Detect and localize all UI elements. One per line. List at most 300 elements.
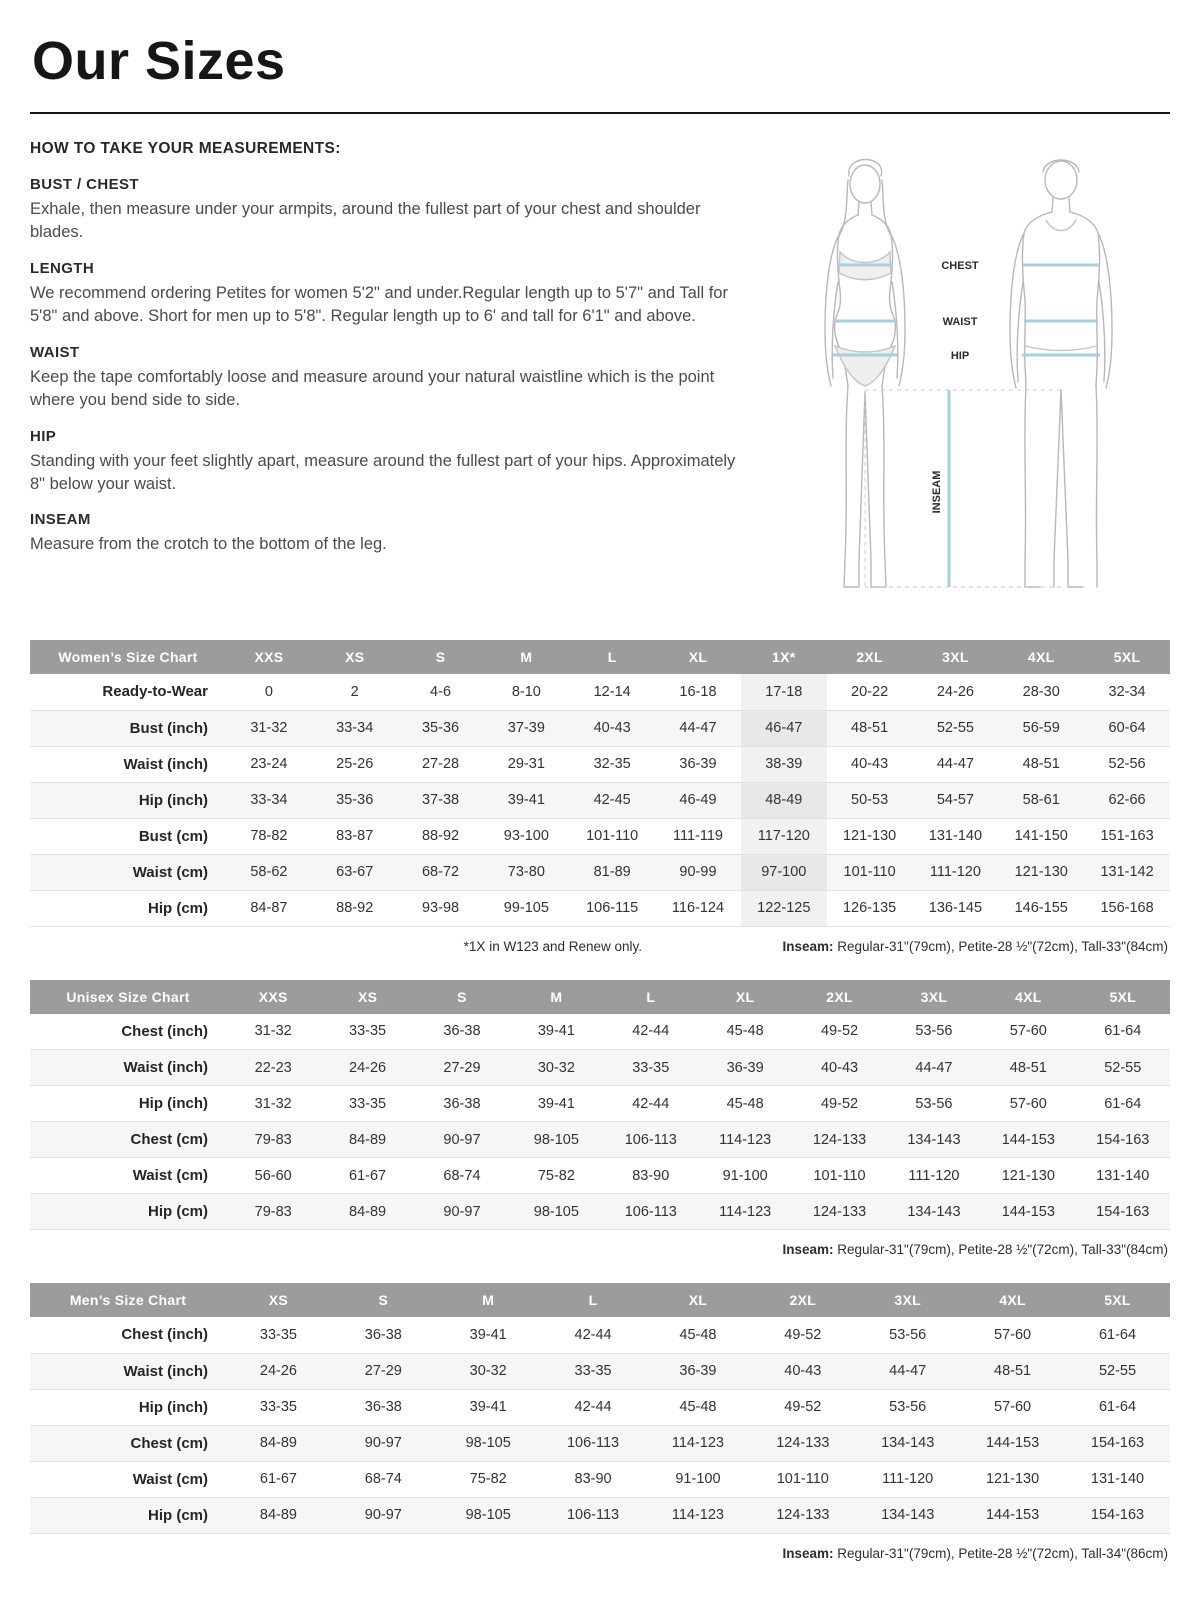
- size-cell: 36-38: [364, 1326, 402, 1343]
- size-column-header: XXS: [226, 640, 312, 674]
- size-cell: 2: [350, 683, 359, 700]
- size-cell: 52-55: [936, 720, 974, 736]
- womens-chart-footnote: [32, 939, 1168, 954]
- size-column-header: L: [604, 980, 698, 1014]
- size-cell: 40-43: [593, 720, 631, 736]
- size-cell: 88-92: [421, 828, 460, 844]
- size-cell: 31-32: [250, 720, 288, 736]
- size-cell: 61-64: [1098, 1399, 1137, 1415]
- size-cell: 33-34: [250, 792, 288, 808]
- size-column-header: M: [509, 980, 603, 1014]
- row-label: Ready-to-Wear: [102, 683, 208, 701]
- unisex-size-chart-table: [30, 980, 1170, 1231]
- size-cell: 24-26: [349, 1059, 387, 1076]
- size-cell: 53-56: [915, 1023, 953, 1040]
- size-cell: 44-47: [915, 1059, 953, 1076]
- size-cell: 98-105: [465, 1435, 511, 1451]
- size-cell: 121-130: [985, 1471, 1040, 1487]
- size-cell: 56-59: [1022, 720, 1060, 736]
- size-cell: 28-30: [1022, 683, 1060, 700]
- size-column-header: S: [415, 980, 509, 1014]
- size-column-header: L: [569, 640, 655, 674]
- size-cell: 61-67: [259, 1471, 297, 1487]
- size-cell: 29-31: [507, 756, 545, 772]
- size-cell: 31-32: [254, 1095, 292, 1112]
- table-row: [30, 1497, 1170, 1533]
- size-column-header: L: [541, 1283, 646, 1317]
- size-column-header: 3XL: [887, 980, 981, 1014]
- size-cell: 27-29: [443, 1059, 481, 1076]
- size-cell: 49-52: [784, 1399, 822, 1415]
- size-column-header: 2XL: [792, 980, 886, 1014]
- instruction-title: INSEAM: [30, 511, 91, 529]
- size-cell: 101-110: [843, 864, 896, 880]
- mens-chart-footnote: [32, 1546, 1168, 1561]
- size-cell: 37-39: [507, 720, 545, 736]
- size-cell: 36-38: [443, 1095, 481, 1112]
- size-cell: 46-49: [679, 792, 717, 808]
- instruction-title: HIP: [30, 427, 57, 445]
- size-cell: 75-82: [537, 1167, 575, 1184]
- size-cell: 60-64: [1108, 720, 1146, 736]
- size-cell: 39-41: [469, 1326, 507, 1343]
- size-cell: 56-60: [254, 1167, 292, 1184]
- measurement-instructions: [30, 140, 760, 572]
- size-cell: 57-60: [1009, 1095, 1047, 1112]
- size-column-header: 4XL: [998, 640, 1084, 674]
- table-row: [30, 1194, 1170, 1230]
- size-cell: 57-60: [994, 1399, 1032, 1415]
- unisex-chart-footnote: [32, 1242, 1168, 1257]
- table-row: [30, 890, 1170, 926]
- size-cell: 40-43: [851, 756, 889, 772]
- size-cell: 4-6: [430, 683, 452, 700]
- size-cell: 32-35: [593, 756, 631, 772]
- size-cell: 124-133: [776, 1435, 830, 1451]
- instruction-body: Exhale, then measure under your armpits, around the fullest part of your chest and shoulder blades.: [30, 200, 701, 242]
- size-cell: 58-61: [1022, 792, 1060, 808]
- size-cell: 49-52: [784, 1326, 822, 1343]
- size-cell: 117-120: [741, 818, 827, 854]
- size-cell: 106-113: [566, 1435, 620, 1451]
- size-cell: 39-41: [469, 1399, 507, 1415]
- size-cell: 36-38: [443, 1023, 481, 1040]
- size-cell: 97-100: [741, 854, 827, 890]
- measurement-diagram: [760, 140, 1170, 614]
- size-cell: 111-120: [882, 1471, 934, 1487]
- size-cell: 61-64: [1104, 1023, 1142, 1040]
- size-cell: 90-97: [443, 1203, 481, 1220]
- size-cell: 42-44: [574, 1399, 612, 1415]
- size-cell: 154-163: [1090, 1507, 1145, 1523]
- inseam-note-text: Regular-31"(79cm), Petite-28 ½"(72cm), Tall-34"(86cm): [833, 1545, 1168, 1561]
- size-column-header: 2XL: [827, 640, 913, 674]
- size-cell: 33-35: [632, 1059, 670, 1076]
- size-cell: 114-123: [719, 1203, 772, 1220]
- size-column-header: XS: [226, 1283, 331, 1317]
- size-cell: 88-92: [336, 900, 374, 916]
- size-cell: 101-110: [813, 1167, 866, 1184]
- size-cell: 57-60: [1009, 1023, 1047, 1040]
- size-cell: 44-47: [889, 1363, 927, 1379]
- instruction-body: Keep the tape comfortably loose and measure around your natural waistline which is the point where you bend side to side.: [30, 367, 715, 410]
- size-cell: 114-123: [671, 1507, 724, 1523]
- size-cell: 33-34: [336, 720, 374, 736]
- mens-size-chart-section: [30, 1283, 1170, 1561]
- size-cell: 121-130: [842, 828, 897, 844]
- size-cell: 111-120: [929, 864, 981, 880]
- table-row: [30, 674, 1170, 710]
- size-cell: 33-35: [574, 1363, 612, 1379]
- row-label: Waist (inch): [123, 1059, 208, 1076]
- size-column-header: 5XL: [1076, 980, 1170, 1014]
- size-cell: 40-43: [820, 1059, 859, 1076]
- size-cell: 84-87: [250, 900, 288, 916]
- woman-figure: [825, 160, 905, 588]
- size-cell: 99-105: [503, 900, 549, 916]
- size-column-header: XS: [320, 980, 414, 1014]
- instruction-title: BUST / CHEST: [30, 176, 139, 193]
- size-cell: 48-51: [1009, 1059, 1047, 1076]
- size-cell: 42-44: [574, 1326, 612, 1343]
- table-title: Unisex Size Chart: [30, 980, 226, 1014]
- size-cell: 141-150: [1014, 828, 1068, 844]
- size-cell: 42-44: [632, 1023, 670, 1040]
- size-column-header: 4XL: [960, 1283, 1065, 1317]
- row-label: Hip (cm): [148, 1203, 208, 1220]
- size-cell: 83-87: [336, 828, 374, 844]
- instruction-waist: [30, 344, 740, 413]
- size-column-header: 3XL: [913, 640, 999, 674]
- table-row: [30, 1461, 1170, 1497]
- man-figure: [1010, 160, 1112, 587]
- size-cell: 45-48: [726, 1023, 764, 1040]
- size-cell: 12-14: [593, 683, 631, 700]
- instruction-bust-chest: [30, 176, 740, 245]
- table-row: [30, 1122, 1170, 1158]
- unisex-size-chart-section: [30, 980, 1170, 1258]
- instruction-body: Measure from the crotch to the bottom of the leg.: [30, 535, 387, 554]
- size-cell: 53-56: [889, 1399, 927, 1415]
- size-cell: 93-98: [421, 900, 460, 916]
- size-column-header: 2XL: [750, 1283, 855, 1317]
- table-header-row: [30, 640, 1170, 674]
- size-column-header: S: [331, 1283, 436, 1317]
- instructions-heading: HOW TO TAKE YOUR MEASUREMENTS:: [30, 140, 341, 157]
- table-row: [30, 782, 1170, 818]
- table-header-row: [30, 980, 1170, 1014]
- size-cell: 36-39: [726, 1059, 764, 1076]
- size-cell: 116-124: [671, 900, 725, 916]
- size-cell: 114-123: [719, 1131, 772, 1148]
- size-cell: 90-97: [364, 1507, 402, 1523]
- size-cell: 25-26: [336, 756, 374, 772]
- size-cell: 23-24: [250, 756, 288, 772]
- size-cell: 78-82: [250, 828, 288, 844]
- size-cell: 98-105: [465, 1507, 511, 1523]
- table-row: [30, 746, 1170, 782]
- size-cell: 121-130: [1014, 864, 1068, 880]
- inseam-guide-dashes: [865, 390, 1061, 587]
- size-column-header: S: [398, 640, 484, 674]
- row-label: Chest (inch): [121, 1022, 208, 1040]
- table-row: [30, 1086, 1170, 1122]
- size-cell: 54-57: [936, 792, 974, 808]
- row-label: Waist (cm): [132, 1167, 208, 1184]
- size-cell: 39-41: [507, 792, 545, 808]
- size-cell: 144-153: [1001, 1131, 1055, 1148]
- size-column-header: M: [483, 640, 569, 674]
- size-cell: 106-113: [624, 1203, 677, 1220]
- row-label: Waist (inch): [123, 755, 208, 773]
- size-cell: 68-74: [364, 1471, 402, 1487]
- size-cell: 111-119: [672, 828, 723, 844]
- size-column-header: 1X*: [741, 640, 827, 674]
- table-row: [30, 854, 1170, 890]
- size-cell: 111-120: [908, 1167, 960, 1184]
- table-row: [30, 1158, 1170, 1194]
- footnote-inseam-note: [782, 1546, 1168, 1561]
- size-cell: 61-64: [1098, 1326, 1137, 1343]
- row-label: Hip (cm): [148, 899, 208, 917]
- size-cell: 45-48: [679, 1399, 717, 1415]
- size-cell: 91-100: [675, 1471, 721, 1487]
- footnote-1x-note: *1X in W123 and Renew only.: [463, 938, 643, 954]
- size-cell: 36-38: [364, 1399, 402, 1415]
- size-cell: 90-99: [679, 864, 717, 880]
- size-cell: 156-168: [1100, 900, 1154, 916]
- size-cell: 144-153: [1001, 1203, 1055, 1220]
- size-cell: 84-89: [349, 1203, 387, 1220]
- size-cell: 35-36: [421, 720, 460, 736]
- size-cell: 35-36: [336, 792, 374, 808]
- size-column-header: 4XL: [981, 980, 1075, 1014]
- table-row: [30, 1353, 1170, 1389]
- size-cell: 81-89: [593, 864, 631, 880]
- size-column-header: 3XL: [855, 1283, 960, 1317]
- inseam-note-label: Inseam:: [782, 1242, 834, 1257]
- table-row: [30, 1389, 1170, 1425]
- size-cell: 106-115: [586, 900, 639, 916]
- size-cell: 121-130: [1001, 1167, 1055, 1184]
- size-cell: 134-143: [881, 1435, 935, 1451]
- size-cell: 136-145: [928, 900, 983, 916]
- size-cell: 134-143: [881, 1507, 935, 1523]
- row-label: Waist (cm): [132, 863, 208, 881]
- inseam-note-label: Inseam:: [782, 938, 834, 954]
- size-cell: 46-47: [741, 710, 827, 746]
- size-cell: 68-72: [421, 864, 460, 880]
- row-label: Hip (inch): [138, 1095, 208, 1112]
- size-cell: 49-52: [820, 1095, 859, 1112]
- waist-label: WAIST: [942, 316, 978, 328]
- instruction-body: Standing with your feet slightly apart, measure around the fullest part of your hips. Approximately 8" below your waist.: [30, 451, 736, 493]
- instruction-inseam: [30, 511, 740, 556]
- size-cell: 134-143: [907, 1131, 961, 1148]
- size-cell: 45-48: [726, 1095, 764, 1112]
- size-cell: 0: [264, 683, 273, 700]
- size-cell: 131-140: [1090, 1471, 1145, 1487]
- hip-label: HIP: [950, 350, 970, 362]
- size-cell: 33-35: [259, 1399, 297, 1415]
- size-cell: 61-67: [349, 1167, 387, 1184]
- size-cell: 24-26: [259, 1363, 297, 1379]
- size-column-header: M: [436, 1283, 541, 1317]
- size-cell: 42-44: [632, 1095, 670, 1112]
- size-cell: 154-163: [1090, 1435, 1145, 1451]
- size-cell: 32-34: [1108, 683, 1146, 700]
- size-cell: 42-45: [593, 792, 631, 808]
- size-column-header: XL: [698, 980, 792, 1014]
- size-cell: 17-18: [741, 674, 827, 710]
- size-cell: 134-143: [907, 1203, 961, 1220]
- row-label: Waist (cm): [132, 1470, 208, 1488]
- size-cell: 73-80: [507, 864, 545, 880]
- size-cell: 83-90: [632, 1167, 670, 1184]
- table-row: [30, 1425, 1170, 1461]
- size-cell: 50-53: [851, 792, 889, 808]
- table-row: [30, 1050, 1170, 1086]
- size-cell: 44-47: [679, 720, 717, 736]
- size-cell: 49-52: [820, 1023, 859, 1040]
- size-cell: 48-51: [994, 1363, 1032, 1379]
- body-figures-illustration: [782, 140, 1170, 614]
- instruction-body: We recommend ordering Petites for women 5'2" and under.Regular length up to 5'7" and Tall for 5'8" and above. Short for men up to 5'8". Regular length up to 6' and tall for 6'1" and above.: [30, 283, 728, 326]
- womens-size-chart-table: [30, 640, 1170, 927]
- row-label: Hip (cm): [148, 1506, 208, 1524]
- size-cell: 131-140: [1096, 1167, 1150, 1184]
- size-cell: 75-82: [469, 1471, 507, 1487]
- row-label: Chest (cm): [130, 1434, 208, 1452]
- table-row: [30, 1317, 1170, 1353]
- size-cell: 62-66: [1108, 792, 1146, 808]
- size-cell: 48-51: [1022, 756, 1060, 772]
- size-cell: 53-56: [889, 1326, 927, 1343]
- size-column-header: XS: [312, 640, 398, 674]
- size-cell: 144-153: [985, 1435, 1040, 1451]
- size-cell: 30-32: [537, 1059, 575, 1076]
- womens-size-chart-section: [30, 640, 1170, 954]
- instruction-hip: [30, 428, 740, 497]
- inseam-note-label: Inseam:: [782, 1545, 834, 1561]
- size-cell: 39-41: [537, 1023, 575, 1040]
- size-column-header: 5XL: [1065, 1283, 1170, 1317]
- size-cell: 84-89: [259, 1507, 297, 1523]
- page-title: Our Sizes: [32, 31, 286, 91]
- row-label: Hip (inch): [138, 791, 208, 809]
- size-cell: 27-28: [421, 756, 460, 772]
- size-cell: 101-110: [776, 1471, 829, 1487]
- chest-label: CHEST: [941, 260, 979, 272]
- size-cell: 63-67: [336, 864, 374, 880]
- size-cell: 33-35: [349, 1023, 387, 1040]
- size-cell: 37-38: [421, 792, 460, 808]
- size-cell: 40-43: [784, 1363, 822, 1379]
- row-label: Bust (cm): [138, 827, 208, 845]
- size-cell: 84-89: [259, 1435, 297, 1451]
- size-cell: 57-60: [994, 1326, 1032, 1343]
- size-column-header: 5XL: [1084, 640, 1170, 674]
- size-cell: 106-113: [624, 1131, 677, 1148]
- size-cell: 48-51: [851, 720, 889, 736]
- table-header-row: [30, 1283, 1170, 1317]
- row-label: Chest (inch): [121, 1326, 208, 1344]
- size-cell: 30-32: [469, 1363, 507, 1379]
- size-cell: 24-26: [936, 683, 974, 700]
- row-label: Bust (inch): [129, 719, 208, 737]
- size-cell: 84-89: [349, 1131, 387, 1148]
- table-title: Women’s Size Chart: [30, 640, 226, 674]
- size-column-header: XL: [655, 640, 741, 674]
- size-cell: 52-56: [1108, 756, 1146, 772]
- size-cell: 33-35: [349, 1095, 387, 1112]
- size-cell: 124-133: [812, 1203, 867, 1220]
- size-cell: 106-113: [566, 1507, 620, 1523]
- instruction-title: LENGTH: [30, 259, 95, 277]
- size-cell: 126-135: [842, 900, 897, 916]
- table-row: [30, 1014, 1170, 1050]
- size-cell: 39-41: [537, 1095, 575, 1112]
- size-cell: 27-29: [364, 1363, 402, 1379]
- size-cell: 124-133: [776, 1507, 830, 1523]
- row-label: Hip (inch): [138, 1398, 208, 1416]
- size-cell: 124-133: [812, 1131, 867, 1148]
- size-cell: 79-83: [254, 1203, 292, 1220]
- size-cell: 45-48: [679, 1326, 717, 1343]
- size-cell: 38-39: [741, 746, 827, 782]
- size-cell: 98-105: [533, 1131, 579, 1148]
- size-cell: 151-163: [1100, 828, 1154, 844]
- size-column-header: XL: [646, 1283, 751, 1317]
- title-divider: [30, 112, 1170, 114]
- size-cell: 48-49: [741, 782, 827, 818]
- size-cell: 36-39: [679, 756, 717, 772]
- size-cell: 31-32: [254, 1023, 292, 1040]
- size-cell: 52-55: [1104, 1059, 1142, 1076]
- size-cell: 131-140: [928, 828, 983, 844]
- mens-size-chart-table: [30, 1283, 1170, 1534]
- size-cell: 22-23: [254, 1059, 292, 1076]
- size-cell: 36-39: [679, 1363, 717, 1379]
- size-cell: 52-55: [1098, 1363, 1137, 1379]
- table-row: [30, 818, 1170, 854]
- size-cell: 61-64: [1104, 1095, 1142, 1112]
- size-cell: 8-10: [511, 683, 541, 700]
- instruction-title: WAIST: [30, 343, 80, 361]
- table-row: [30, 710, 1170, 746]
- size-cell: 20-22: [851, 683, 889, 700]
- size-cell: 33-35: [259, 1326, 297, 1343]
- size-cell: 16-18: [679, 683, 717, 700]
- inseam-note-text: Regular-31"(79cm), Petite-28 ½"(72cm), Tall-33"(84cm): [833, 938, 1168, 954]
- size-cell: 79-83: [254, 1131, 292, 1148]
- row-label: Waist (inch): [123, 1362, 208, 1380]
- size-column-header: XXS: [226, 980, 320, 1014]
- size-cell: 83-90: [574, 1471, 612, 1487]
- size-cell: 114-123: [671, 1435, 724, 1451]
- top-section: [30, 140, 1170, 614]
- size-cell: 144-153: [985, 1507, 1040, 1523]
- size-cell: 90-97: [364, 1435, 402, 1451]
- inseam-note-text: Regular-31"(79cm), Petite-28 ½"(72cm), Tall-33"(84cm): [833, 1242, 1168, 1257]
- size-cell: 91-100: [722, 1167, 768, 1184]
- size-cell: 93-100: [503, 828, 549, 844]
- size-cell: 131-142: [1100, 864, 1154, 880]
- size-cell: 146-155: [1014, 900, 1068, 916]
- table-title: Men’s Size Chart: [30, 1283, 226, 1317]
- size-cell: 53-56: [915, 1095, 953, 1112]
- size-cell: 101-110: [586, 828, 639, 844]
